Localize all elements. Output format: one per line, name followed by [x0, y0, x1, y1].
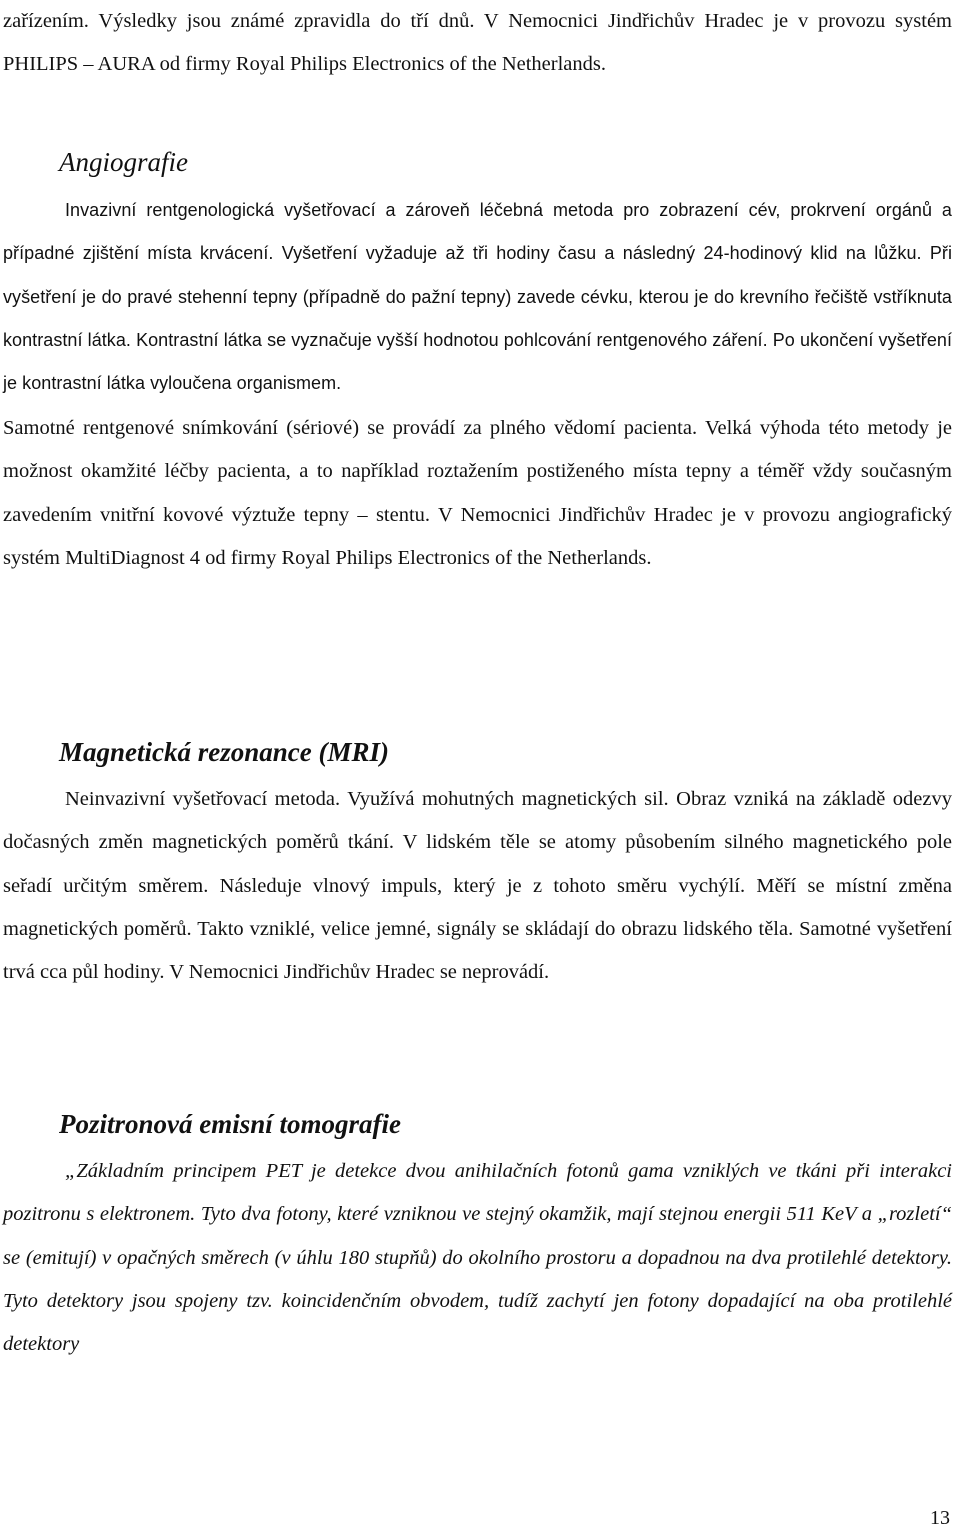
section-heading-mri: Magnetická rezonance (MRI) — [59, 737, 389, 767]
angiografie-paragraph-continued: Samotné rentgenové snímkování (sériové) se provádí za plného vědomí pacienta. Velká výhoda této metody je možnost okamžité léčby pacienta, a to například roztažením postiženého místa tepny a téměř vždy současným zavedením vnitřní kovové výztuže tepny – stentu. V Nemocnici Jindřichův Hradec je v provozu angiografický systém MultiDiagnost 4 od firmy Royal Philips Electronics of the Netherlands. — [3, 417, 952, 569]
section-heading-angiografie: Angiografie — [59, 147, 188, 177]
pet-paragraph: „Základním principem PET je detekce dvou anihilačních fotonů gama vzniklých ve tkáni při interakci pozitronu s elektronem. Tyto dva fotony, které vzniknou ve stejný okamžik, mají stejnou energii 511 KeV a „rozletí“ se (emitují) v opačných směrech (v úhlu 180 stupňů) do okolního prostoru a dopadnou na dva protilehlé detektory. Tyto detektory jsou spojeny tzv. koincidenčním obvodem, tudíž zachytí jen fotony dopadající na oba protilehlé detektory — [3, 1160, 952, 1356]
intro-paragraph: zařízením. Výsledky jsou známé zpravidla do tří dnů. V Nemocnici Jindřichův Hradec je v provozu systém PHILIPS – AURA od firmy Royal Philips Electronics of the Netherlands. — [3, 10, 952, 76]
mri-paragraph: Neinvazivní vyšetřovací metoda. Využívá mohutných magnetických sil. Obraz vzniká na základě odezvy dočasných změn magnetických poměrů tkání. V lidském těle se atomy působením silného magnetického pole seřadí určitým směrem. Následuje vlnový impuls, který je z tohoto směru vychýlí. Měří se místní změna magnetických poměrů. Takto vzniklé, velice jemné, signály se skládají do obrazu lidského těla. Samotné vyšetření trvá cca půl hodiny. V Nemocnici Jindřichův Hradec se neprovádí. — [3, 788, 952, 984]
angiografie-paragraph: Invazivní rentgenologická vyšetřovací a zároveň léčebná metoda pro zobrazení cév, prokrvení orgánů a případné zjištění místa krvácení. Vyšetření vyžaduje až tři hodiny času a následný 24-hodinový klid na lůžku. Při vyšetření je do pravé stehenní tepny (případně do pažní tepny) zavede cévku, kterou je do krevního řečiště vstříknuta kontrastní látka. Kontrastní látka se vyznačuje vyšší hodnotou pohlcování rentgenového záření. Po ukončení vyšetření je kontrastní látka vyloučena organismem. — [3, 200, 952, 394]
page-number: 13 — [930, 1507, 950, 1529]
section-heading-pet: Pozitronová emisní tomografie — [59, 1109, 402, 1139]
